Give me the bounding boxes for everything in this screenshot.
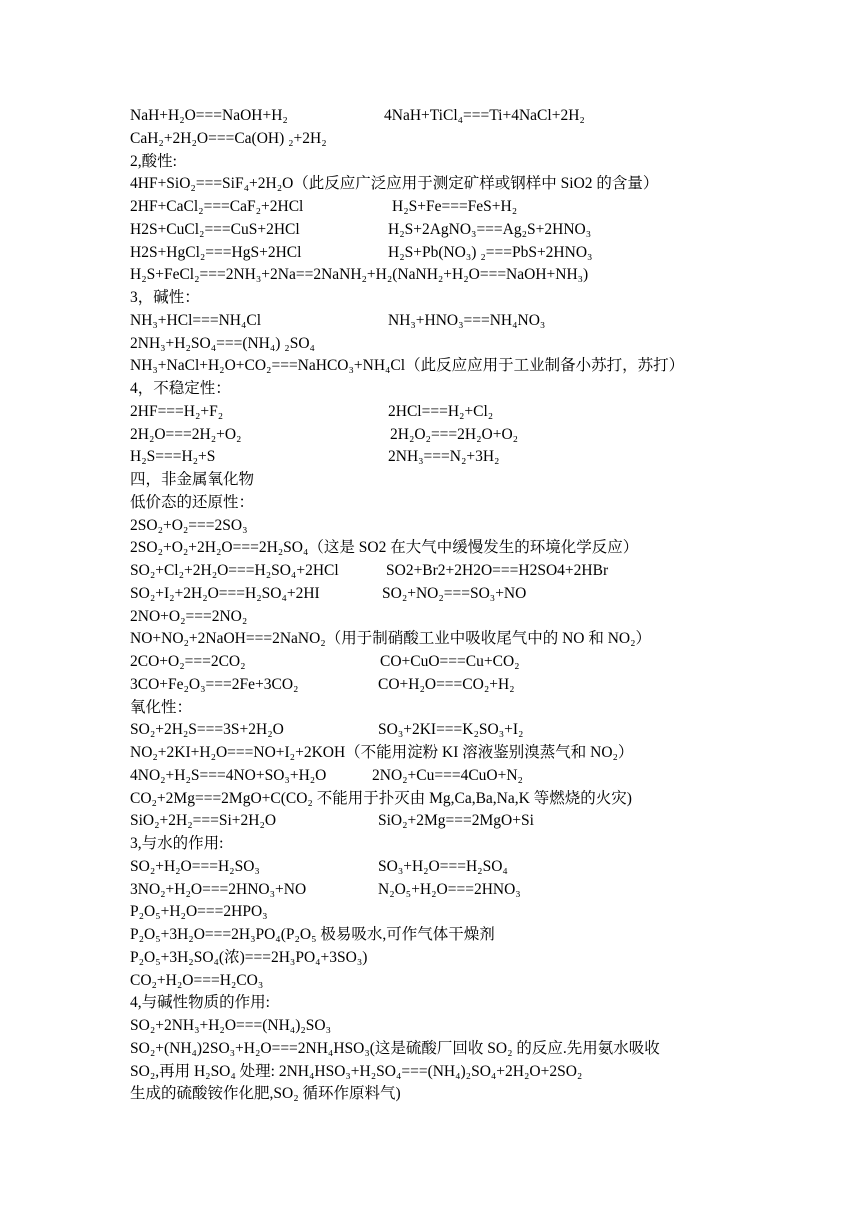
equation-text: 4NO₂+H₂S===4NO+SO₃+H₂O [130,766,327,784]
equation-text-right: SO₃+2KI===K₂SO₃+I₂ [378,721,524,739]
equation-text: SO₂+(NH₄)2SO₃+H₂O===2NH₄HSO₃(这是硫酸厂回收 SO₂ 的反应.先用氨水吸收 [130,1039,660,1057]
text-line [130,492,830,515]
text-line [130,287,830,310]
equation-text: P₂O₅+3H₂O===2H₃PO₄(P₂O₅ 极易吸水,可作气体干燥剂 [130,926,495,943]
text-line [130,446,830,469]
document-body [130,105,830,1106]
text-line [130,742,830,765]
equation-text: 2HF===H₂+F₂ [130,402,224,420]
equation-text: 4HF+SiO₂===SiF₄+2H₂O（此反应广泛应用于测定矿样或钢样中 SiO2 的含量） [130,175,659,193]
text-line [130,651,830,674]
equation-text-right: 2HCl===H₂+Cl₂ [388,402,494,420]
equation-text-right: CO+H₂O===CO₂+H₂ [378,675,515,693]
text-line [130,788,830,811]
equation-text: 2,酸性: [130,152,177,170]
equation-text: NO+NO₂+2NaOH===2NaNO₂（用于制硝酸工业中吸收尾气中的 NO 和 NO₂） [130,630,652,648]
text-line [130,992,830,1015]
equation-text: 3,与水的作用: [130,835,224,852]
equation-text: P₂O₅+3H₂SO₄(浓)===2H₃PO₄+3SO₃) [130,948,368,966]
equation-text: NH₃+HCl===NH₄Cl [130,311,262,329]
equation-text: SO₂+Cl₂+2H₂O===H₂SO₄+2HCl [130,562,339,579]
equation-text: SO₂+2NH₃+H₂O===(NH₄)₂SO₃ [130,1017,331,1034]
equation-text: 2CO+O₂===2CO₂ [130,653,246,670]
equation-text-right: H₂S+Pb(NO₃) ₂===PbS+2HNO₃ [388,243,593,261]
text-line [130,128,830,151]
equation-text: 3NO₂+H₂O===2HNO₃+NO [130,880,307,898]
equation-text: 2H₂O===2H₂+O₂ [130,425,242,443]
equation-text: P₂O₅+H₂O===2HPO₃ [130,903,268,921]
text-line [130,1038,830,1061]
equation-text: H2S+CuCl₂===CuS+2HCl [130,220,300,238]
equation-text-right: 2NO₂+Cu===4CuO+N₂ [372,766,523,784]
equation-text: H2S+HgCl₂===HgS+2HCl [130,243,302,261]
text-line [130,1083,830,1106]
text-line [130,560,830,583]
text-line [130,947,830,970]
equation-text: NH₃+NaCl+H₂O+CO₂===NaHCO₃+NH₄Cl（此反应应用于工业制备小苏打，苏打） [130,357,685,375]
equation-text: 2SO₂+O₂+2H₂O===2H₂SO₄（这是 SO2 在大气中缓慢发生的环境化学反应） [130,539,639,557]
equation-text: NO₂+2KI+H₂O===NO+I₂+2KOH（不能用淀粉 KI 溶液鉴别溴蒸气和 NO₂） [130,744,634,761]
text-line [130,1061,830,1084]
text-line [130,196,830,219]
equation-text-right: H₂S+2AgNO₃===Ag₂S+2HNO₃ [388,220,592,238]
equation-text-right: N₂O₅+H₂O===2HNO₃ [378,880,521,898]
equation-text: NaH+H₂O===NaOH+H₂ [130,107,288,124]
equation-text: 氧化性： [130,698,193,716]
equation-text-right: SiO₂+2Mg===2MgO+Si [378,812,534,830]
equation-text: SiO₂+2H₂===Si+2H₂O [130,812,277,830]
equation-text-right: SO₂+NO₂===SO₃+NO [382,584,527,602]
equation-text: 3，碱性： [130,289,200,306]
text-line [130,355,830,378]
text-line [130,219,830,242]
equation-text: CO₂+H₂O===H₂CO₃ [130,971,264,989]
equation-text-right: SO2+Br2+2H2O===H2SO4+2HBr [386,562,609,579]
text-line [130,378,830,401]
text-line [130,151,830,174]
equation-text-right: SO₃+H₂O===H₂SO₄ [378,857,508,875]
equation-text: 4，不稳定性： [130,380,231,397]
text-line [130,401,830,424]
equation-text: SO₂+I₂+2H₂O===H₂SO₄+2HI [130,584,320,602]
equation-text: 2SO₂+O₂===2SO₃ [130,516,248,534]
text-line [130,810,830,833]
text-line [130,242,830,265]
text-line [130,879,830,902]
text-line [130,333,830,356]
equation-text: 2NO+O₂===2NO₂ [130,607,248,625]
text-line [130,833,830,856]
equation-text: 四，非金属氧化物 [130,471,255,488]
text-line [130,924,830,947]
text-line [130,537,830,560]
text-line [130,424,830,447]
equation-text: 4,与碱性物质的作用: [130,994,270,1012]
equation-text: 生成的硫酸铵作化肥,SO₂ 循环作原料气) [130,1085,401,1103]
text-line [130,901,830,924]
text-line [130,583,830,606]
text-line [130,719,830,742]
equation-text: 2NH₃+H₂SO₄===(NH₄) ₂SO₄ [130,334,315,352]
equation-text: SO₂+2H₂S===3S+2H₂O [130,721,284,739]
text-line [130,310,830,333]
text-line [130,970,830,993]
equation-text: CaH₂+2H₂O===Ca(OH) ₂+2H₂ [130,129,327,147]
equation-text: SO₂+H₂O===H₂SO₃ [130,857,260,875]
text-line [130,105,830,128]
equation-text: H₂S+FeCl₂===2NH₃+2Na==2NaNH₂+H₂(NaNH₂+H₂O===NaOH+NH₃) [130,266,589,284]
equation-text-right: 2H₂O₂===2H₂O+O₂ [390,425,519,443]
equation-text-right: 4NaH+TiCl₄===Ti+4NaCl+2H₂ [384,107,585,124]
text-line [130,264,830,287]
equation-text: H₂S===H₂+S [130,448,216,466]
text-line [130,173,830,196]
text-line [130,515,830,538]
text-line [130,628,830,651]
equation-text-right: 2NH₃===N₂+3H₂ [388,448,500,466]
text-line [130,1015,830,1038]
text-line [130,765,830,788]
equation-text-right: CO+CuO===Cu+CO₂ [380,653,520,670]
equation-text-right: NH₃+HNO₃===NH₄NO₃ [388,311,546,329]
text-line [130,674,830,697]
equation-text: 低价态的还原性： [130,493,255,511]
text-line [130,856,830,879]
equation-text: CO₂+2Mg===2MgO+C(CO₂ 不能用于扑灭由 Mg,Ca,Ba,Na,K 等燃烧的火灾) [130,789,632,807]
text-line [130,469,830,492]
equation-text-right: H₂S+Fe===FeS+H₂ [392,198,518,215]
text-line [130,697,830,720]
text-line [130,606,830,629]
equation-text: 3CO+Fe₂O₃===2Fe+3CO₂ [130,675,299,693]
equation-text: 2HF+CaCl₂===CaF₂+2HCl [130,198,304,215]
equation-text: SO₂,再用 H₂SO₄ 处理: 2NH₄HSO₃+H₂SO₄===(NH₄)₂SO₄+2H₂O+2SO₂ [130,1062,583,1080]
